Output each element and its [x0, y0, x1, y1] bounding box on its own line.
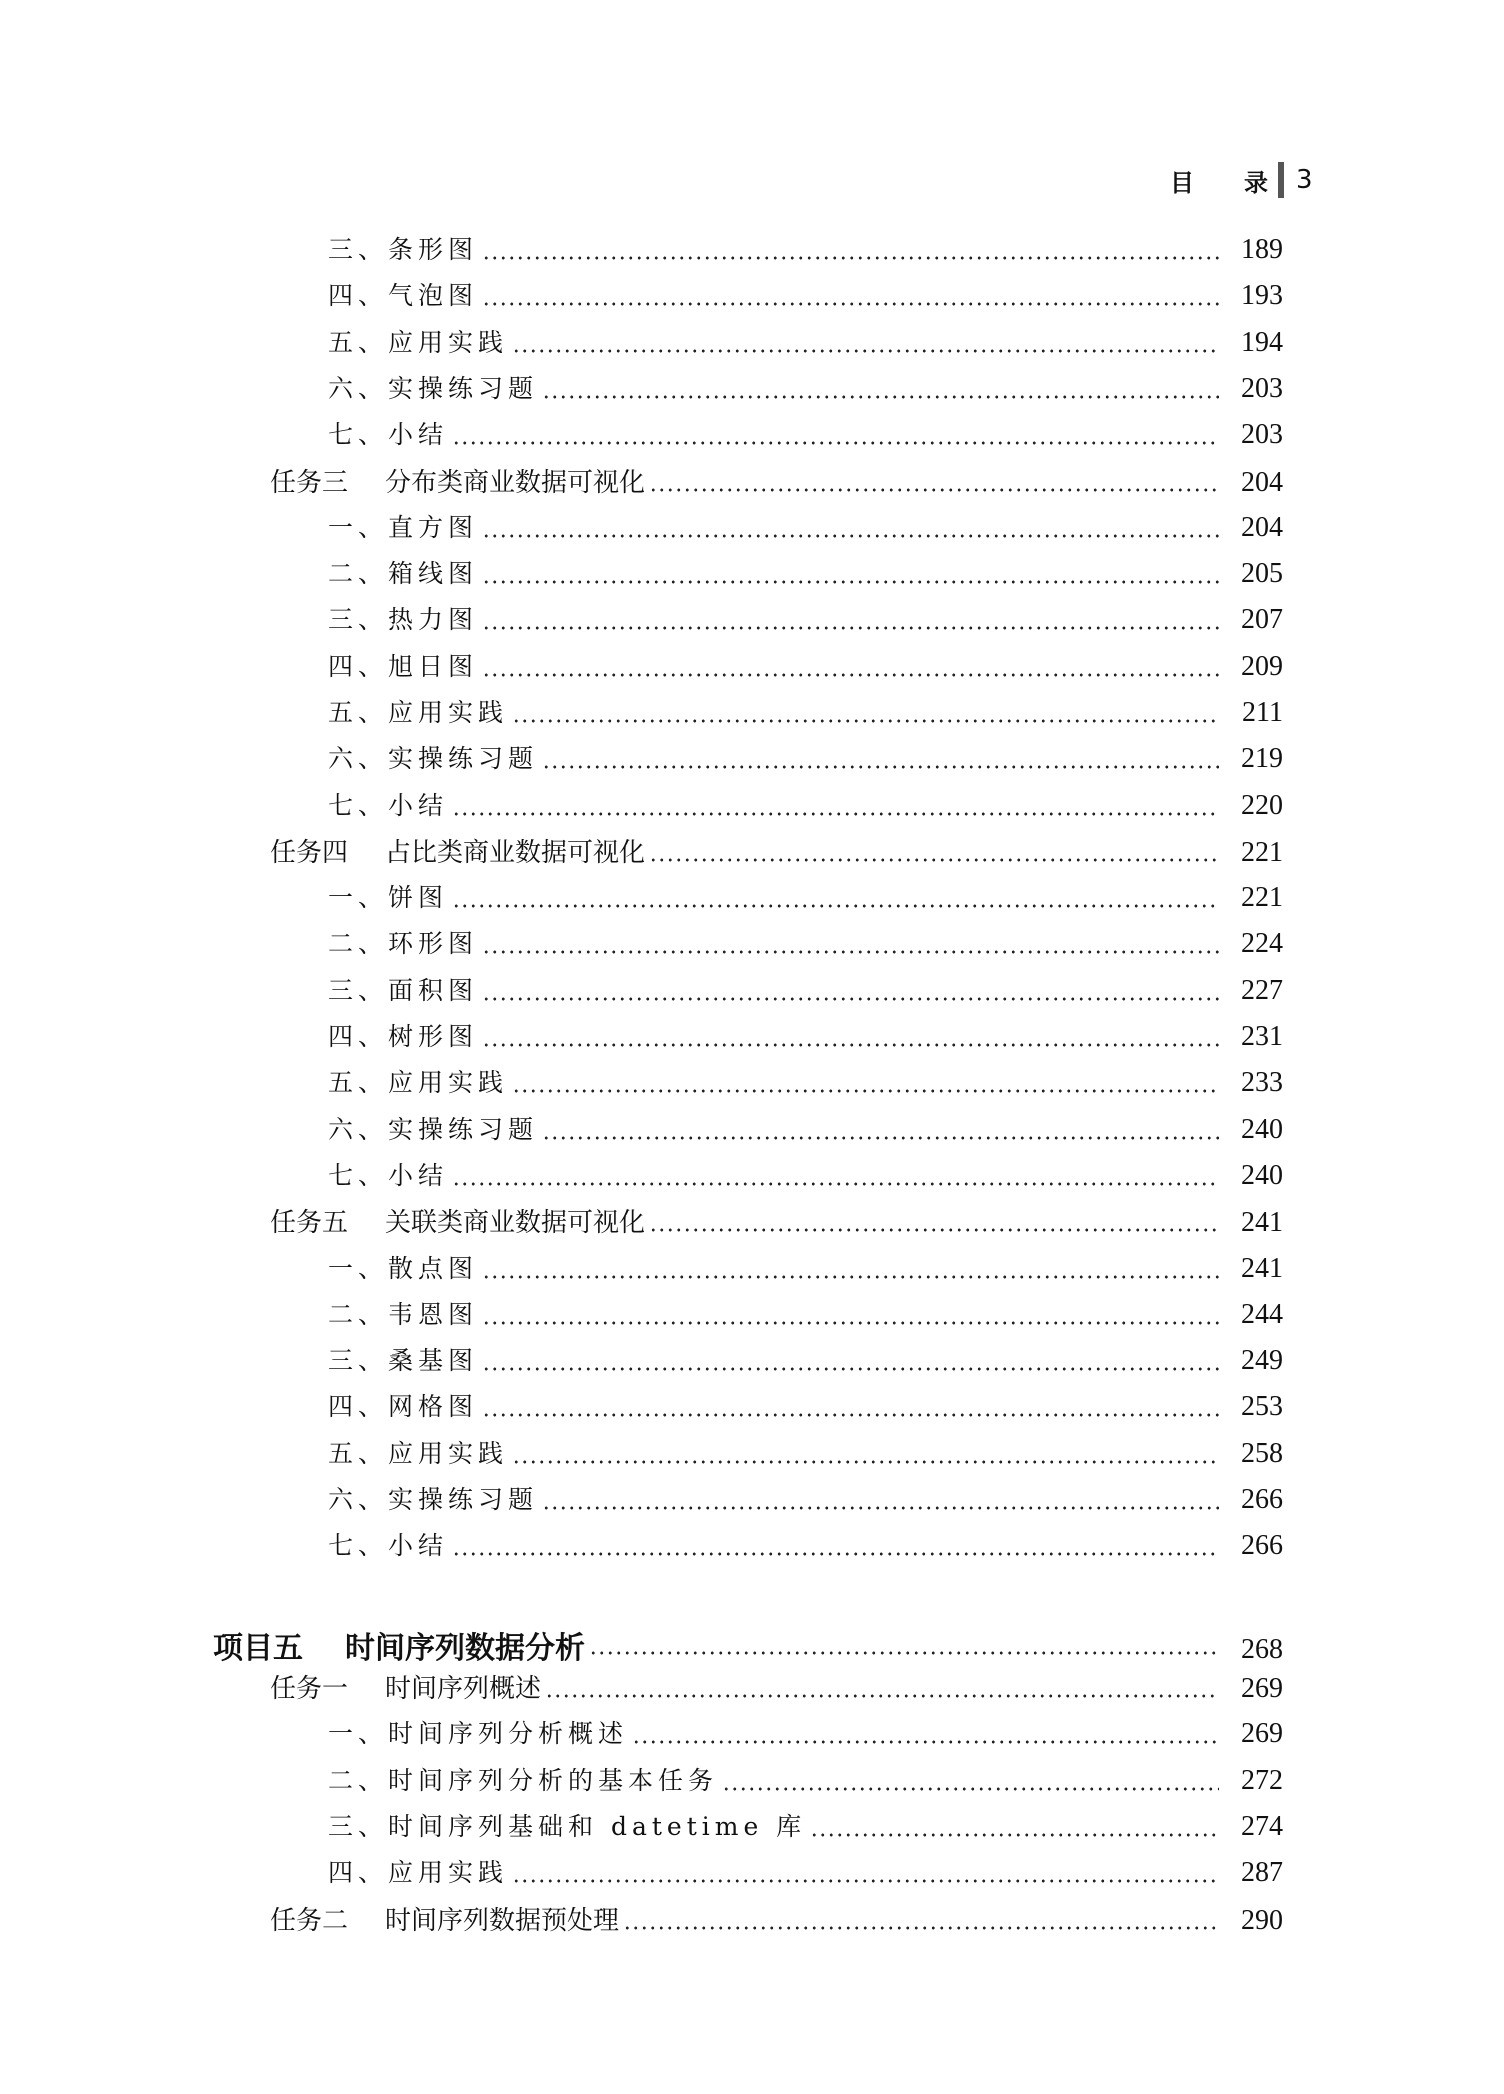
dot-leader [482, 993, 1219, 1003]
toc-task-row[interactable] [270, 1900, 1283, 1940]
dot-leader [649, 1224, 1219, 1234]
toc-entry-text: 七、小结 [328, 420, 449, 449]
toc-page-number: 269 [1241, 1673, 1283, 1704]
dot-leader [452, 1178, 1219, 1188]
toc-entry-text: 四、旭日图 [328, 652, 479, 681]
toc-section-row[interactable] [328, 878, 1283, 918]
toc-section-row[interactable] [328, 739, 1283, 779]
toc-section-row[interactable] [328, 1714, 1283, 1754]
toc-entry-title [328, 1526, 448, 1562]
toc-page-number: 220 [1241, 790, 1283, 821]
toc-entry-text: 三、桑基图 [328, 1346, 479, 1375]
toc-entry-title [328, 1017, 478, 1053]
toc-entry-title [328, 415, 448, 451]
toc-page-number: 193 [1241, 280, 1283, 311]
toc-page-number: 194 [1241, 327, 1283, 358]
toc-entry-title [328, 1249, 478, 1285]
toc-section-row[interactable] [328, 693, 1283, 733]
toc-page-number: 287 [1241, 1857, 1283, 1888]
toc-entry-title [213, 1623, 585, 1667]
dot-leader [512, 1875, 1219, 1885]
toc-entry-text: 时间序列数据分析 [345, 1631, 585, 1666]
dot-leader [482, 622, 1219, 632]
toc-page-number: 227 [1241, 975, 1283, 1006]
toc-entry-text: 四、气泡图 [328, 281, 479, 310]
toc-entry-text: 六、实操练习题 [328, 1485, 539, 1514]
toc-entry-text: 四、树形图 [328, 1022, 479, 1051]
toc-entry-text: 五、应用实践 [328, 1068, 509, 1097]
toc-page-number: 221 [1241, 882, 1283, 913]
dot-leader [542, 1132, 1219, 1142]
dot-leader [512, 1085, 1219, 1095]
dot-leader [482, 1039, 1219, 1049]
toc-page-number: 290 [1241, 1905, 1283, 1936]
dot-leader [482, 576, 1219, 586]
toc-page-number: 249 [1241, 1345, 1283, 1376]
dot-leader [722, 1783, 1219, 1793]
toc-entry-text: 六、实操练习题 [328, 744, 539, 773]
toc-page-number: 244 [1241, 1299, 1283, 1330]
toc-page-number: 221 [1241, 837, 1283, 868]
dot-leader [649, 484, 1219, 494]
toc-entry-text: 七、小结 [328, 1161, 449, 1190]
toc-entry-title [270, 1668, 541, 1705]
toc-entry-title [328, 230, 478, 266]
toc-entry-text: 占比类商业数据可视化 [385, 838, 646, 868]
dot-leader [482, 669, 1219, 679]
toc-section-row[interactable] [328, 1341, 1283, 1381]
toc-entry-text: 六、实操练习题 [328, 374, 539, 403]
toc-section-row[interactable] [328, 508, 1283, 548]
toc-page-number: 266 [1241, 1530, 1283, 1561]
toc-section-row[interactable] [328, 600, 1283, 640]
toc-page-number: 211 [1242, 697, 1283, 728]
toc-section-row[interactable] [328, 1110, 1283, 1150]
toc-section-row[interactable] [328, 1480, 1283, 1520]
toc-section-row[interactable] [328, 1526, 1283, 1566]
toc-entry-text: 五、应用实践 [328, 1439, 509, 1468]
toc-entry-title [328, 739, 538, 775]
toc-entry-text: 一、直方图 [328, 513, 479, 542]
dot-leader [512, 715, 1219, 725]
dot-leader [542, 391, 1219, 401]
toc-page-number: 269 [1241, 1718, 1283, 1749]
toc-project-row[interactable] [213, 1623, 1283, 1667]
toc-section-row[interactable] [328, 1017, 1283, 1057]
dot-leader [542, 1502, 1219, 1512]
toc-entry-title [270, 1202, 645, 1239]
dot-leader [452, 900, 1219, 910]
toc-section-row[interactable] [328, 554, 1283, 594]
toc-entry-title [328, 508, 478, 544]
toc-page-number: 266 [1241, 1484, 1283, 1515]
toc-entry-title [328, 1714, 628, 1750]
toc-entry-title [328, 1295, 478, 1331]
toc-task-row[interactable] [270, 462, 1283, 502]
toc-entry-title [270, 462, 645, 499]
toc-entry-text: 七、小结 [328, 791, 449, 820]
dot-leader [482, 946, 1219, 956]
toc-entry-label: 任务三 [270, 468, 349, 498]
toc-entry-text: 三、时间序列基础和 datetime 库 [328, 1812, 807, 1841]
toc-entry-title [328, 1480, 538, 1516]
toc-entry-title [328, 369, 538, 405]
toc-task-row[interactable] [270, 832, 1283, 872]
dot-leader [452, 437, 1219, 447]
toc-task-row[interactable] [270, 1202, 1283, 1242]
toc-entry-text: 二、韦恩图 [328, 1300, 479, 1329]
dot-leader [482, 530, 1219, 540]
toc-entry-text: 时间序列数据预处理 [385, 1906, 620, 1936]
dot-leader [482, 1317, 1219, 1327]
toc-entry-title [328, 1807, 806, 1843]
toc-section-row[interactable] [328, 323, 1283, 363]
toc-entry-label: 任务五 [270, 1208, 349, 1238]
toc-section-row[interactable] [328, 1761, 1283, 1801]
toc-section-row[interactable] [328, 647, 1283, 687]
toc-entry-text: 三、面积图 [328, 976, 479, 1005]
toc-section-row[interactable] [328, 971, 1283, 1011]
toc-page-number: 209 [1241, 651, 1283, 682]
toc-page-number: 204 [1241, 467, 1283, 498]
toc-entry-title [328, 276, 478, 312]
toc-section-row[interactable] [328, 1807, 1283, 1847]
toc-entry-label: 任务二 [270, 1906, 349, 1936]
toc-entry-title [328, 323, 508, 359]
toc-section-row[interactable] [328, 1853, 1283, 1893]
toc-entry-title [270, 1900, 619, 1937]
toc-page-number: 203 [1241, 419, 1283, 450]
toc-entry-title [328, 1110, 538, 1146]
toc-entry-title [328, 554, 478, 590]
toc-entry-text: 三、条形图 [328, 235, 479, 264]
toc-page-number: 241 [1241, 1253, 1283, 1284]
toc-entry-text: 五、应用实践 [328, 698, 509, 727]
dot-leader [632, 1736, 1219, 1746]
toc-section-row[interactable] [328, 1063, 1283, 1103]
toc-entry-title [270, 832, 645, 869]
toc-entry-title [328, 971, 478, 1007]
toc-page-number: 272 [1241, 1765, 1283, 1796]
dot-leader [452, 1548, 1219, 1558]
toc-page-number: 219 [1241, 743, 1283, 774]
toc-page-number: 274 [1241, 1811, 1283, 1842]
dot-leader [512, 345, 1219, 355]
toc-page-number: 204 [1241, 512, 1283, 543]
toc-entry-title [328, 1063, 508, 1099]
toc-entry-title [328, 647, 478, 683]
toc-page-number: 207 [1241, 604, 1283, 635]
toc-section-row[interactable] [328, 1156, 1283, 1196]
toc-entry-text: 五、应用实践 [328, 328, 509, 357]
toc-section-row[interactable] [328, 369, 1283, 409]
toc-entry-text: 一、散点图 [328, 1254, 479, 1283]
toc-section-row[interactable] [328, 415, 1283, 455]
toc-entry-title [328, 600, 478, 636]
toc-entry-title [328, 1387, 478, 1423]
toc-section-row[interactable] [328, 276, 1283, 316]
toc-section-row[interactable] [328, 924, 1283, 964]
dot-leader [589, 1647, 1219, 1657]
toc-entry-text: 三、热力图 [328, 605, 479, 634]
toc-page-number: 205 [1241, 558, 1283, 589]
toc-page-number: 240 [1241, 1114, 1283, 1145]
toc-entry-text: 二、时间序列分析的基本任务 [328, 1766, 719, 1795]
toc-entry-title [328, 786, 448, 822]
toc-entry-text: 分布类商业数据可视化 [385, 468, 646, 498]
toc-entry-text: 一、饼图 [328, 883, 449, 912]
toc-entry-title [328, 693, 508, 729]
toc-entry-title [328, 1341, 478, 1377]
header-title-part-1: 目 [1170, 168, 1194, 197]
toc-entry-title [328, 1156, 448, 1192]
toc-entry-text: 关联类商业数据可视化 [385, 1208, 646, 1238]
toc-entry-label: 项目五 [213, 1631, 303, 1666]
toc-page-number: 233 [1241, 1067, 1283, 1098]
toc-entry-text: 七、小结 [328, 1531, 449, 1560]
toc-entry-title [328, 1853, 508, 1889]
toc-page-number: 189 [1241, 234, 1283, 265]
toc-section-row[interactable] [328, 230, 1283, 270]
dot-leader [482, 252, 1219, 262]
dot-leader [482, 298, 1219, 308]
toc-entry-text: 二、环形图 [328, 929, 479, 958]
toc-entry-title [328, 878, 448, 914]
toc-entry-title [328, 1761, 718, 1797]
toc-entry-label: 任务四 [270, 838, 349, 868]
toc-entry-text: 时间序列概述 [385, 1674, 542, 1704]
toc-page-number: 258 [1241, 1438, 1283, 1469]
toc-section-row[interactable] [328, 1249, 1283, 1289]
toc-section-row[interactable] [328, 1295, 1283, 1335]
toc-page-number: 224 [1241, 928, 1283, 959]
toc-page-number: 203 [1241, 373, 1283, 404]
toc-entry-label: 任务一 [270, 1674, 349, 1704]
toc-section-row[interactable] [328, 1434, 1283, 1474]
toc-page-number: 240 [1241, 1160, 1283, 1191]
toc-section-row[interactable] [328, 1387, 1283, 1427]
toc-page-number: 268 [1241, 1634, 1283, 1665]
toc-section-row[interactable] [328, 786, 1283, 826]
header-page-number: 3 [1296, 165, 1313, 195]
toc-page-number: 253 [1241, 1391, 1283, 1422]
dot-leader [542, 761, 1219, 771]
toc-entry-text: 一、时间序列分析概述 [328, 1719, 629, 1748]
toc-entry-text: 四、网格图 [328, 1392, 479, 1421]
dot-leader [623, 1922, 1219, 1932]
toc-entry-text: 四、应用实践 [328, 1858, 509, 1887]
dot-leader [649, 854, 1219, 864]
toc-entry-text: 六、实操练习题 [328, 1115, 539, 1144]
toc-task-row[interactable] [270, 1668, 1283, 1708]
toc-entry-title [328, 924, 478, 960]
dot-leader [452, 808, 1219, 818]
dot-leader [545, 1690, 1219, 1700]
dot-leader [482, 1409, 1219, 1419]
header-title-part-2: 录 [1244, 168, 1268, 197]
toc-entry-text: 二、箱线图 [328, 559, 479, 588]
toc-page-number: 241 [1241, 1207, 1283, 1238]
dot-leader [482, 1271, 1219, 1281]
dot-leader [810, 1829, 1219, 1839]
dot-leader [482, 1363, 1219, 1373]
dot-leader [512, 1456, 1219, 1466]
toc-entry-title [328, 1434, 508, 1470]
toc-page-number: 231 [1241, 1021, 1283, 1052]
